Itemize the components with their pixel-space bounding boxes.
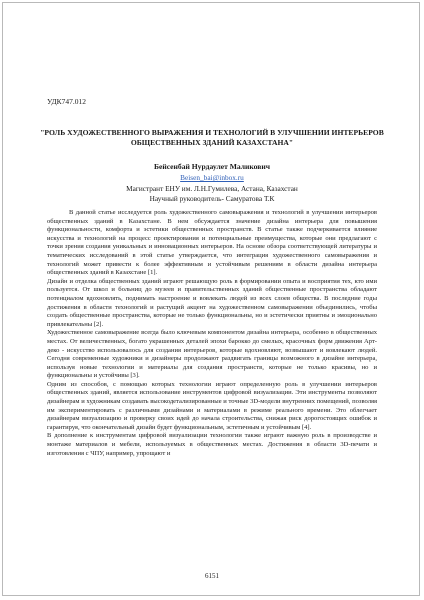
author-affiliation: Магистрант ЕНУ им. Л.Н.Гумилева, Астана, Казахстан [126, 184, 298, 193]
author-email-link[interactable]: Beisen_bai@inbox.ru [180, 173, 244, 182]
paragraph-5: В дополнение к инструментам цифровой визуализации технологии также играют важную роль в производстве и монтаже материалов и мебели, используемых в общественных местах. Достижения в области 3D-печати и изготовления с ЧПУ, например, упрощают и [47, 432, 377, 457]
scientific-advisor: Научный руководитель- Самуратова Т.К [149, 194, 275, 203]
paragraph-3: Художественное самовыражение всегда было ключевым компонентом дизайна интерьера, особенно в общественных местах. От величественных, богато украшенных деталей эпохи барокко до смелых, красочных форм движения Арт-деко - искусство использовалось для создания интерьеров, которые вдохновляют, возвышают и вовлекают людей. Сегодня современные художники и дизайнеры продолжают раздвигать границы возможного в дизайне интерьера, используя новые технологии и материалы для создания пространств, которые не только красивы, но и функциональны и устойчивы [3]. [47, 329, 377, 380]
article-body [47, 209, 377, 458]
paragraph-4: Одним из способов, с помощью которых технологии играют определенную роль в улучшении интерьеров общественных зданий, является использование инструментов цифровой визуализации. Эти инструменты позволяют дизайнерам и художникам создавать высокодетализированные и точные 3D-модели внутренних помещений, позволяя им экспериментировать с различными дизайнами и материалами в режиме реального времени. Это облегчает дизайнерам визуализацию и проверку своих идей до начала строительства, снижая риск дорогостоящих ошибок и гарантируя, что окончательный дизайн будет функциональным, эстетичным и устойчивым [4]. [47, 380, 377, 431]
author-name-text: Бейсенбай Нурдаулет Маликович [153, 162, 271, 171]
article-title: "РОЛЬ ХУДОЖЕСТВЕННОГО ВЫРАЖЕНИЯ И ТЕХНОЛОГИЙ В УЛУЧШЕНИИ ИНТЕРЬЕРОВ ОБЩЕСТВЕННЫХ ЗДАНИЙ КАЗАХСТАНА" [40, 128, 384, 147]
paragraph-2: Дизайн и отделка общественных зданий играют решающую роль в формировании опыта и восприятия тех, кто ими пользуется. От школ и больниц до музеев и правительственных зданий общественные пространства обладают потенциалом вдохновлять, поднимать настроение и вовлекать людей из всех слоев общества. В последние годы достижения в области технологий и растущий акцент на художественном самовыражении объединились, чтобы создать общественные пространства, которые не только функциональны, но и эстетически приятны и эмоционально привлекательны [2]. [47, 277, 377, 328]
page-number: 6151 [205, 572, 219, 580]
udk-code: УДК747.012 [47, 97, 87, 106]
author-name [0, 162, 424, 171]
paragraph-1: В данной статье исследуется роль художественного самовыражения и технологий в улучшении интерьеров общественных зданий в Казахстане. В нем обсуждается значение дизайна интерьера для повышения функциональности, комфорта и эстетики общественных пространств. В статье также подчеркивается влияние искусства и технологий на процесс проектирования и потенциальные преимущества, которые они предлагают с точки зрения создания уникальных и инновационных интерьеров. На основе обзора соответствующей литературы и тематических исследований в этой статье утверждается, что интеграция художественного самовыражения и технологий может привести к более эффективным и устойчивым решениям в области дизайна интерьера общественных зданий в Казахстане [1]. [47, 209, 377, 277]
